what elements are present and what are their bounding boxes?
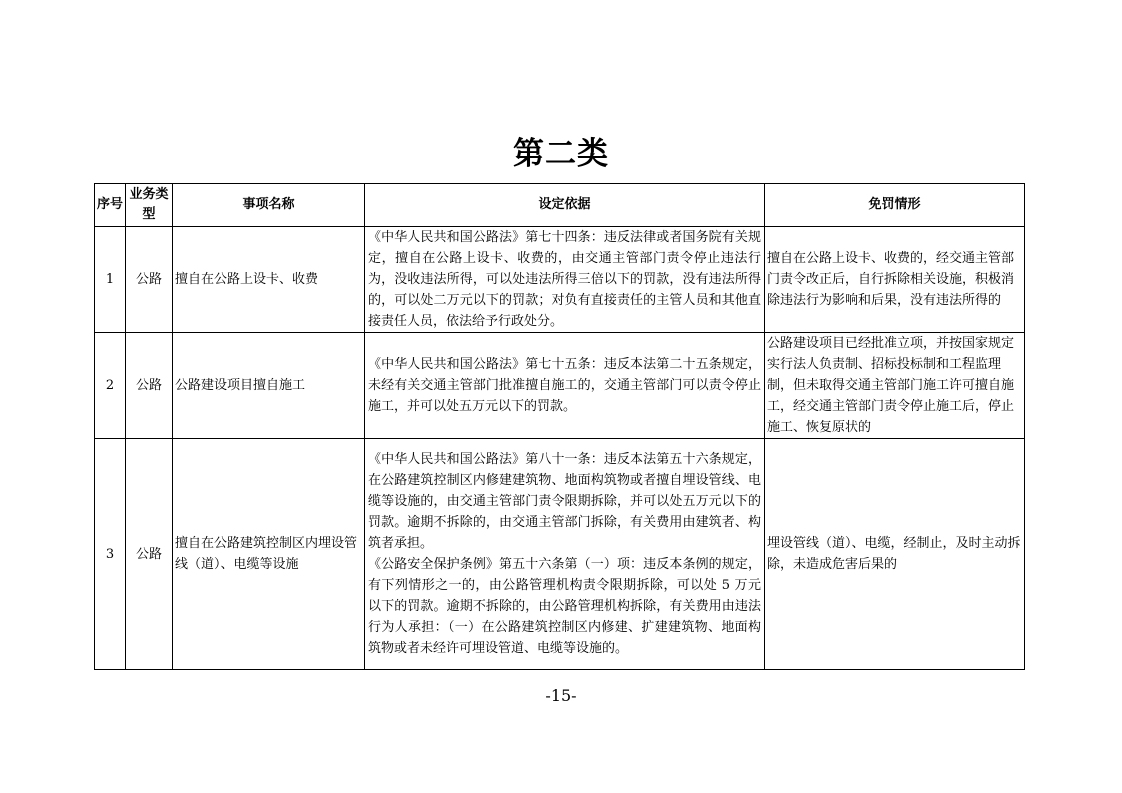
table-row [95, 227, 1025, 333]
header-type: 业务类型 [126, 184, 173, 227]
table-row [95, 333, 1025, 439]
header-basis: 设定依据 [365, 184, 765, 227]
row-basis: 《中华人民共和国公路法》第七十四条：违反法律或者国务院有关规定，擅自在公路上设卡、收费的，由交通主管部门责令停止违法行为，没收违法所得，可以处违法所得三倍以下的罚款，没有违法所得的，可以处二万元以下的罚款；对负有直接责任的主管人员和其他直接责任人员，依法给予行政处分。 [365, 227, 765, 333]
table-header-row [95, 184, 1025, 227]
row-basis: 《中华人民共和国公路法》第七十五条：违反本法第二十五条规定，未经有关交通主管部门批准擅自施工的，交通主管部门可以责令停止施工，并可以处五万元以下的罚款。 [365, 333, 765, 439]
basis-paragraph: 《公路安全保护条例》第五十六条第（一）项：违反本条例的规定，有下列情形之一的，由公路管理机构责令限期拆除，可以处 5 万元以下的罚款。逾期不拆除的，由公路管理机构拆除，有关费用由违法行为人承担：（一）在公路建筑控制区内修建、扩建建筑物、地面构筑物或者未经许可埋设管道、电缆等设施的。 [368, 557, 761, 656]
row-no: 2 [95, 333, 126, 439]
header-no: 序号 [95, 184, 126, 227]
header-exempt: 免罚情形 [765, 184, 1025, 227]
row-exempt: 擅自在公路上设卡、收费的，经交通主管部门责令改正后，自行拆除相关设施，积极消除违法行为影响和后果，没有违法所得的 [765, 227, 1025, 333]
row-type: 公路 [126, 333, 173, 439]
row-name: 擅自在公路建筑控制区内埋设管线（道）、电缆等设施 [173, 439, 365, 670]
row-no: 3 [95, 439, 126, 670]
page-title: 第二类 [513, 136, 609, 172]
row-type: 公路 [126, 439, 173, 670]
row-type: 公路 [126, 227, 173, 333]
page-number: -15- [545, 686, 577, 705]
row-basis [365, 439, 765, 670]
row-name: 擅自在公路上设卡、收费 [173, 227, 365, 333]
basis-paragraph: 《中华人民共和国公路法》第八十一条：违反本法第五十六条规定，在公路建筑控制区内修建建筑物、地面构筑物或者擅自埋设管线、电缆等设施的，由交通主管部门责令限期拆除，并可以处五万元以下的罚款。逾期不拆除的，由交通主管部门拆除，有关费用由建筑者、构筑者承担。 [368, 452, 761, 551]
row-exempt: 公路建设项目已经批准立项，并按国家规定实行法人负责制、招标投标制和工程监理制，但未取得交通主管部门施工许可擅自施工，经交通主管部门责令停止施工后，停止施工、恢复原状的 [765, 333, 1025, 439]
header-name: 事项名称 [173, 184, 365, 227]
penalty-exemption-table [94, 183, 1025, 670]
table-row [95, 439, 1025, 670]
row-exempt: 埋设管线（道）、电缆，经制止，及时主动拆除，未造成危害后果的 [765, 439, 1025, 670]
row-no: 1 [95, 227, 126, 333]
row-name: 公路建设项目擅自施工 [173, 333, 365, 439]
